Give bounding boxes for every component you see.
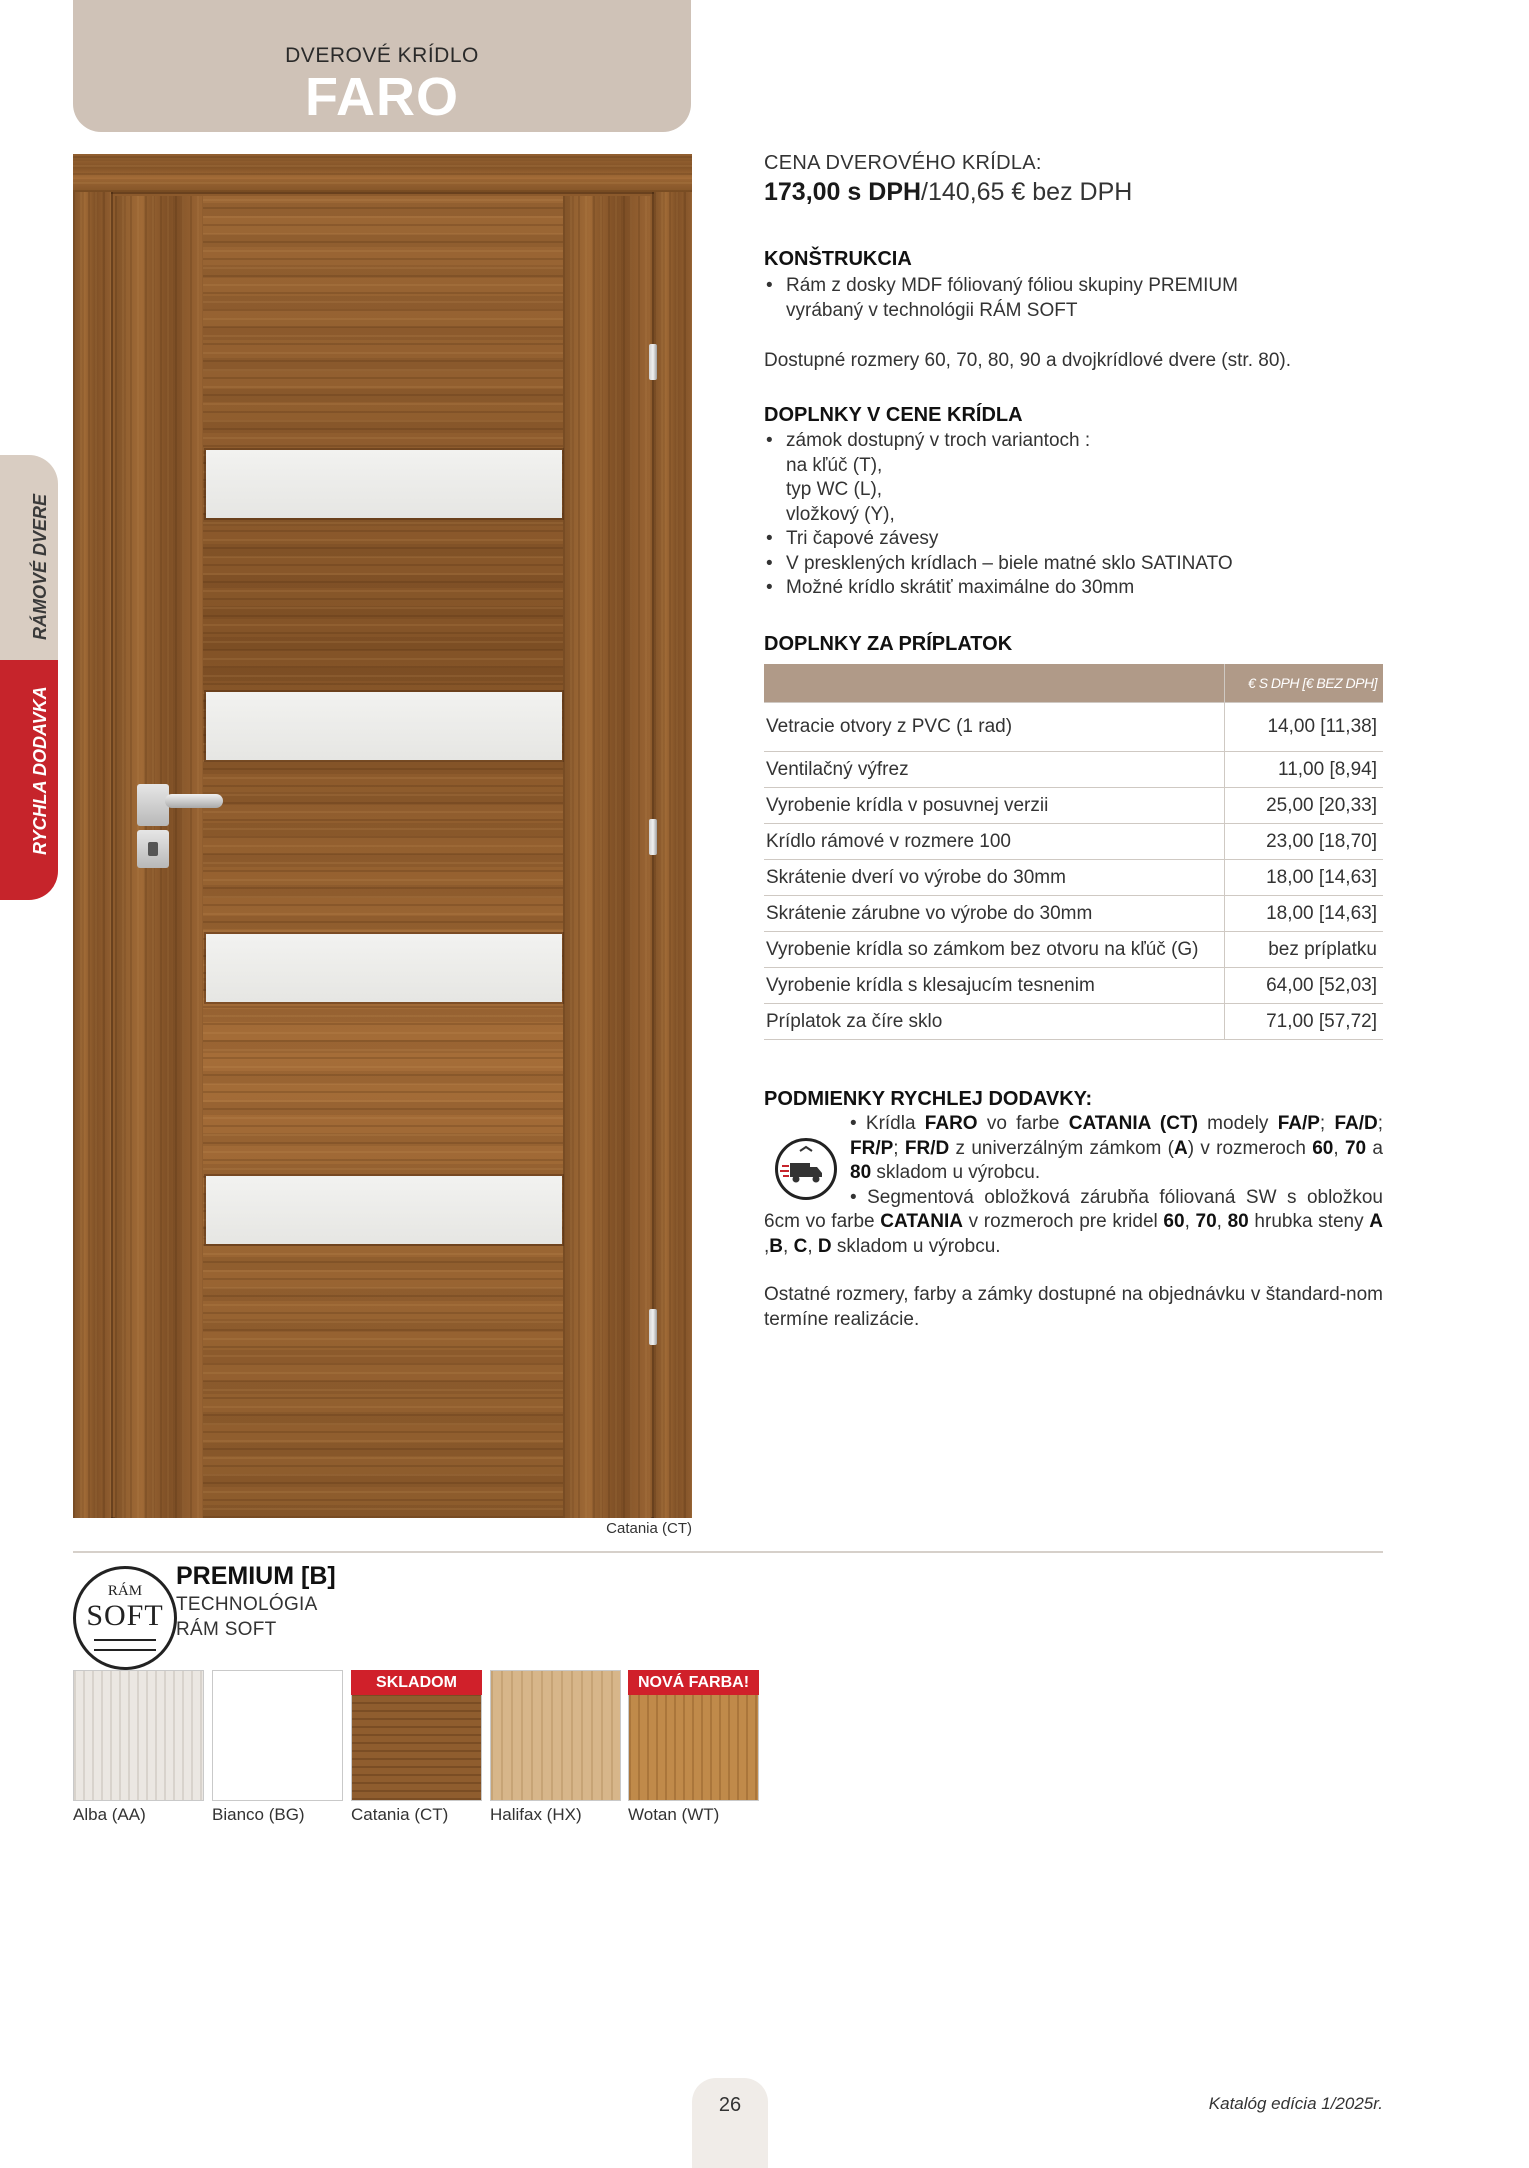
surcharge-item-label: Vetracie otvory z PVC (1 rad) bbox=[764, 703, 1225, 752]
door-handle bbox=[137, 784, 169, 826]
construction-heading: KONŠTRUKCIA bbox=[764, 248, 912, 270]
catalog-edition: Katalóg edícia 1/2025r. bbox=[1208, 2094, 1383, 2113]
other-options-note: Ostatné rozmery, farby a zámky dostupné na objednávku v štandard-nom termíne realizácie. bbox=[764, 1284, 1383, 1330]
technology-label: TECHNOLÓGIA bbox=[176, 1594, 318, 1615]
conditions-heading: PODMIENKY RYCHLEJ DODAVKY: bbox=[764, 1088, 1093, 1110]
header-subtitle: DVEROVÉ KRÍDLO bbox=[285, 44, 479, 67]
surcharge-row bbox=[764, 824, 1383, 860]
surcharge-row bbox=[764, 788, 1383, 824]
surcharge-table bbox=[764, 664, 1383, 1040]
surcharge-item-price: bez príplatku bbox=[1225, 932, 1384, 968]
hinge-top bbox=[649, 344, 657, 380]
surcharge-item-label: Ventilačný výfrez bbox=[764, 752, 1225, 788]
product-title: FARO bbox=[304, 67, 459, 127]
side-label-rychla-dodavka: RYCHLA DODAVKA bbox=[30, 686, 50, 855]
surcharge-item-label: Skrátenie zárubne vo výrobe do 30mm bbox=[764, 896, 1225, 932]
surcharge-row bbox=[764, 968, 1383, 1004]
glass-pane-4 bbox=[206, 1176, 562, 1244]
header-tab bbox=[73, 0, 691, 132]
surcharge-item-price: 14,00 [11,38] bbox=[1225, 703, 1384, 752]
surcharge-item-price: 71,00 [57,72] bbox=[1225, 1004, 1384, 1040]
conditions-text bbox=[764, 1112, 1383, 1259]
included-item: • V presklených krídlach – biele matné sklo SATINATO bbox=[764, 552, 1233, 577]
hinge-middle bbox=[649, 819, 657, 855]
ram-soft-logo: RÁM SOFT bbox=[73, 1566, 177, 1670]
color-swatch-label: Bianco (BG) bbox=[212, 1805, 305, 1824]
surcharge-row bbox=[764, 1004, 1383, 1040]
surcharge-row bbox=[764, 932, 1383, 968]
section-divider bbox=[73, 1551, 1383, 1553]
included-item: typ WC (L), bbox=[786, 479, 883, 500]
surcharge-item-price: 18,00 [14,63] bbox=[1225, 860, 1384, 896]
surcharge-item-label: Vyrobenie krídla v posuvnej verzii bbox=[764, 788, 1225, 824]
surcharge-item-price: 25,00 [20,33] bbox=[1225, 788, 1384, 824]
price-with-vat: 173,00 s DPH bbox=[764, 178, 922, 206]
color-swatch-label: Wotan (WT) bbox=[628, 1805, 720, 1824]
glass-pane-2 bbox=[206, 692, 562, 760]
color-swatch bbox=[490, 1670, 621, 1801]
surcharge-item-label: Skrátenie dverí vo výrobe do 30mm bbox=[764, 860, 1225, 896]
color-swatch-label: Halifax (HX) bbox=[490, 1805, 582, 1824]
included-accessories-list bbox=[764, 429, 1233, 601]
color-swatch bbox=[212, 1670, 343, 1801]
surcharge-item-price: 23,00 [18,70] bbox=[1225, 824, 1384, 860]
surcharge-item-label: Krídlo rámové v rozmere 100 bbox=[764, 824, 1225, 860]
glass-pane-3 bbox=[206, 934, 562, 1002]
color-swatch-label: Alba (AA) bbox=[73, 1805, 146, 1824]
page-number: 26 bbox=[718, 2094, 742, 2116]
price-without-vat: 140,65 € bez DPH bbox=[928, 178, 1133, 206]
swatch-badge: SKLADOM bbox=[351, 1670, 482, 1695]
conditions-paragraph-1: • Krídla FARO vo farbe CATANIA (CT) modely FA/P; FA/D; FR/P; FR/D z univerzálným zámkom (A) v rozmeroch 60, 70 a 80 skladom u výrobcu. bbox=[850, 1113, 1384, 1183]
surcharge-row bbox=[764, 860, 1383, 896]
included-item: • zámok dostupný v troch variantoch : bbox=[764, 429, 1233, 454]
surcharge-item-price: 18,00 [14,63] bbox=[1225, 896, 1384, 932]
page-number-tab bbox=[692, 2078, 768, 2168]
door-finish-caption: Catania (CT) bbox=[606, 1520, 692, 1537]
included-item: vložkový (Y), bbox=[786, 503, 895, 525]
surcharge-item-label: Príplatok za číre sklo bbox=[764, 1004, 1225, 1040]
technology-name: RÁM SOFT bbox=[176, 1619, 277, 1640]
premium-group-title: PREMIUM [B] bbox=[176, 1562, 336, 1590]
door-image bbox=[73, 154, 692, 1518]
included-item: • Tri čapové závesy bbox=[764, 527, 1233, 552]
hinge-bottom bbox=[649, 1309, 657, 1345]
surcharge-row bbox=[764, 896, 1383, 932]
surcharge-item-price: 11,00 [8,94] bbox=[1225, 752, 1384, 788]
surcharge-heading: DOPLNKY ZA PRÍPLATOK bbox=[764, 633, 1013, 655]
conditions-paragraph-2: • Segmentová obložková zárubňa fóliovaná SW s obložkou 6cm vo farbe CATANIA v rozmeroch pre kridel 60, 70, 80 hrubka steny A ,B, C, D skladom u výrobcu. bbox=[764, 1186, 1383, 1257]
color-swatch-label: Catania (CT) bbox=[351, 1805, 449, 1824]
price-column-header: € S DPH [€ BEZ DPH] bbox=[1225, 664, 1384, 703]
price-value: 173,00 s DPH/140,65 € bez DPH bbox=[764, 178, 1133, 206]
surcharge-item-price: 64,00 [52,03] bbox=[1225, 968, 1384, 1004]
surcharge-item-label: Vyrobenie krídla so zámkom bez otvoru na kľúč (G) bbox=[764, 932, 1225, 968]
swatch-badge: NOVÁ FARBA! bbox=[628, 1670, 759, 1695]
surcharge-row bbox=[764, 703, 1383, 752]
surcharge-row bbox=[764, 752, 1383, 788]
construction-bullets: • Rám z dosky MDF fóliovaný fóliou skupiny PREMIUM vyrábaný v technológii RÁM SOFT bbox=[764, 274, 1238, 323]
available-sizes: Dostupné rozmery 60, 70, 80, 90 a dvojkrídlové dvere (str. 80). bbox=[764, 350, 1291, 371]
included-item: na kľúč (T), bbox=[786, 454, 883, 476]
side-label-ramove-dvere: RÁMOVÉ DVERE bbox=[30, 493, 50, 640]
included-accessories-heading: DOPLNKY V CENE KRÍDLA bbox=[764, 404, 1023, 426]
glass-pane-1 bbox=[206, 450, 562, 518]
included-item: • Možné krídlo skrátiť maximálne do 30mm bbox=[764, 576, 1233, 601]
surcharge-item-label: Vyrobenie krídla s klesajucím tesnenim bbox=[764, 968, 1225, 1004]
price-label: CENA DVEROVÉHO KRÍDLA: bbox=[764, 152, 1042, 174]
color-swatch bbox=[73, 1670, 204, 1801]
surcharge-table-header bbox=[764, 664, 1383, 703]
